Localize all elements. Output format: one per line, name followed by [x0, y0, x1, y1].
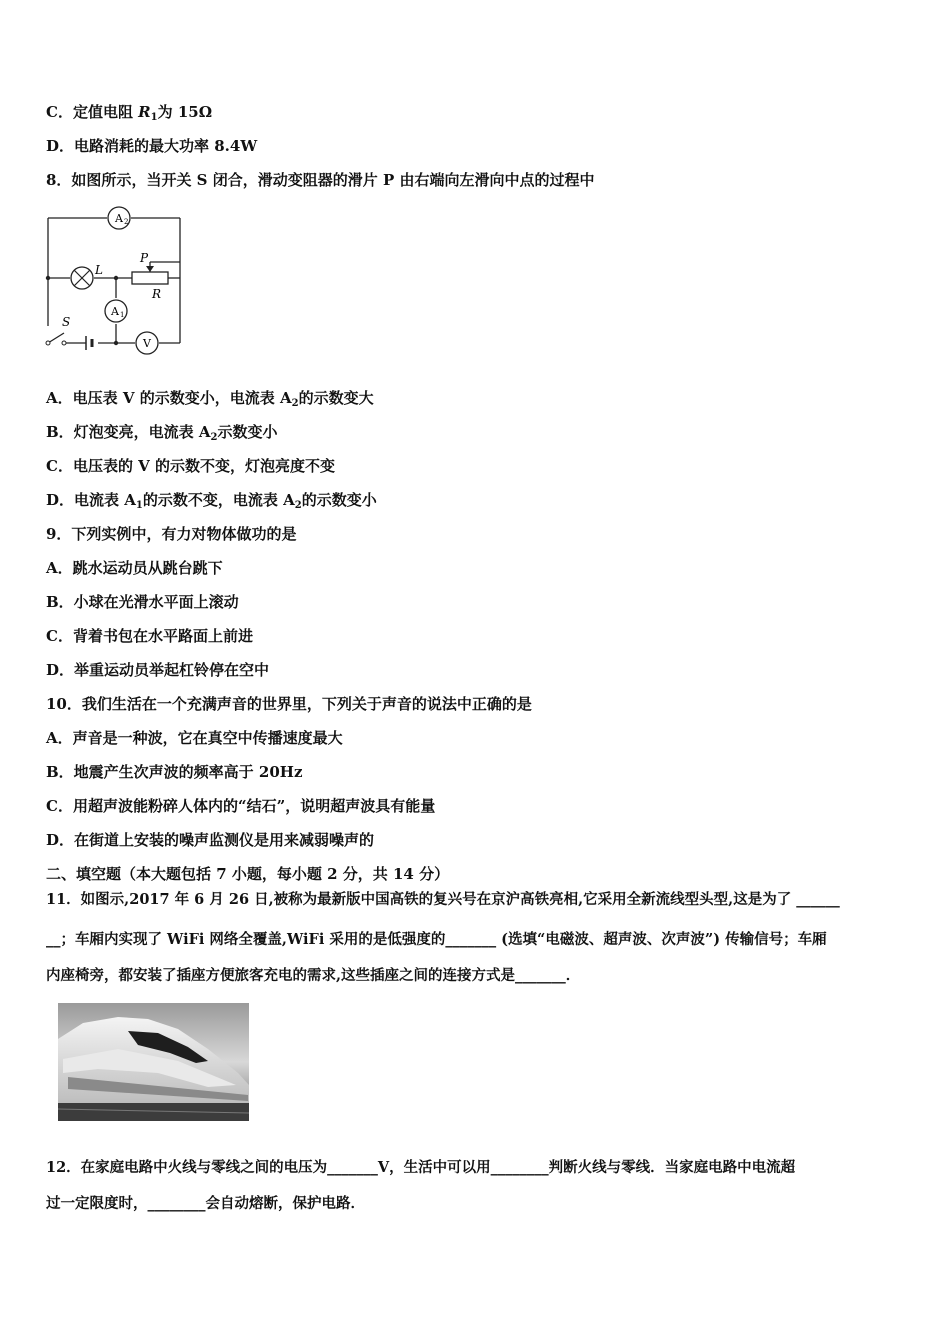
svg-text:A: A: [111, 305, 119, 318]
voltmeter-icon: [136, 332, 158, 354]
q8-option-d: D．电流表 $A_1$的示数不变，电流表 $A_2$的示数变小: [46, 491, 377, 511]
q8-option-a: A．电压表 V 的示数变小，电流表 $A_2$的示数变大: [46, 389, 374, 409]
q11-line-3: 内座椅旁，都安装了插座方便旅客充电的需求,这些插座之间的连接方式是_______．: [46, 967, 581, 984]
ammeter-a1-icon: [105, 300, 127, 322]
q11-line-1: 11．如图示,2017 年 6 月 26 日,被称为最新版中国高铁的复兴号在京沪高铁亮相,它采用全新流线型头型,这是为了 ______: [46, 891, 840, 908]
lamp-icon: [71, 267, 93, 289]
q7-option-d: D．电路消耗的最大功率 8.4W: [46, 137, 258, 155]
q9-option-c: C．背着书包在水平路面上前进: [46, 627, 253, 645]
q10-option-d: D．在街道上安装的噪声监测仪是用来减弱噪声的: [46, 831, 375, 849]
q8-stem: 8．如图所示，当开关 S 闭合，滑动变阻器的滑片 P 由右端向左滑向中点的过程中: [46, 171, 595, 189]
q12-line-1: 12．在家庭电路中火线与零线之间的电压为_______V，生活中可以用________判断火线与零线．当家庭电路中电流超: [46, 1159, 796, 1176]
switch-label: S: [62, 315, 71, 329]
q10-option-b: B．地震产生次声波的频率高于 20Hz: [46, 763, 303, 781]
q12-line-2: 过一定限度时，________会自动熔断，保护电路．: [46, 1195, 365, 1212]
svg-text:A: A: [115, 212, 123, 225]
bullet-train-image: [58, 1003, 249, 1121]
q7-option-c: C．定值电阻 $R_1$为 15Ω: [46, 103, 213, 123]
q8-option-c: C．电压表的 V 的示数不变，灯泡亮度不变: [46, 457, 336, 475]
circuit-diagram: [40, 200, 190, 360]
q10-stem: 10．我们生活在一个充满声音的世界里，下列关于声音的说法中正确的是: [46, 695, 532, 713]
q10-option-c: C．用超声波能粉碎人体内的“结石”，说明超声波具有能量: [46, 797, 436, 815]
q9-option-a: A．跳水运动员从跳台跳下: [46, 559, 223, 577]
q9-stem: 9．下列实例中，有力对物体做功的是: [46, 525, 297, 543]
q8-option-b: B．灯泡变亮，电流表 $A_2$示数变小: [46, 423, 278, 443]
slider-label: P: [140, 251, 149, 265]
q9-option-d: D．举重运动员举起杠铃停在空中: [46, 661, 270, 679]
resistor-label: R: [152, 287, 162, 301]
svg-text:2: 2: [124, 218, 129, 226]
q9-option-b: B．小球在光滑水平面上滚动: [46, 593, 239, 611]
lamp-label: L: [95, 263, 103, 277]
section-heading: 二、填空题（本大题包括 7 小题，每小题 2 分，共 14 分）: [46, 865, 450, 883]
q10-option-a: A．声音是一种波，它在真空中传播速度最大: [46, 729, 343, 747]
q11-line-2: __；车厢内实现了 WiFi 网络全覆盖,WiFi 采用的是低强度的_______ (选填“电磁波、超声波、次声波”) 传输信号；车厢: [46, 931, 827, 948]
svg-text:V: V: [143, 337, 151, 350]
rheostat-slider-icon: [146, 266, 154, 272]
svg-text:1: 1: [120, 311, 125, 319]
ammeter-a2-icon: [108, 207, 130, 229]
